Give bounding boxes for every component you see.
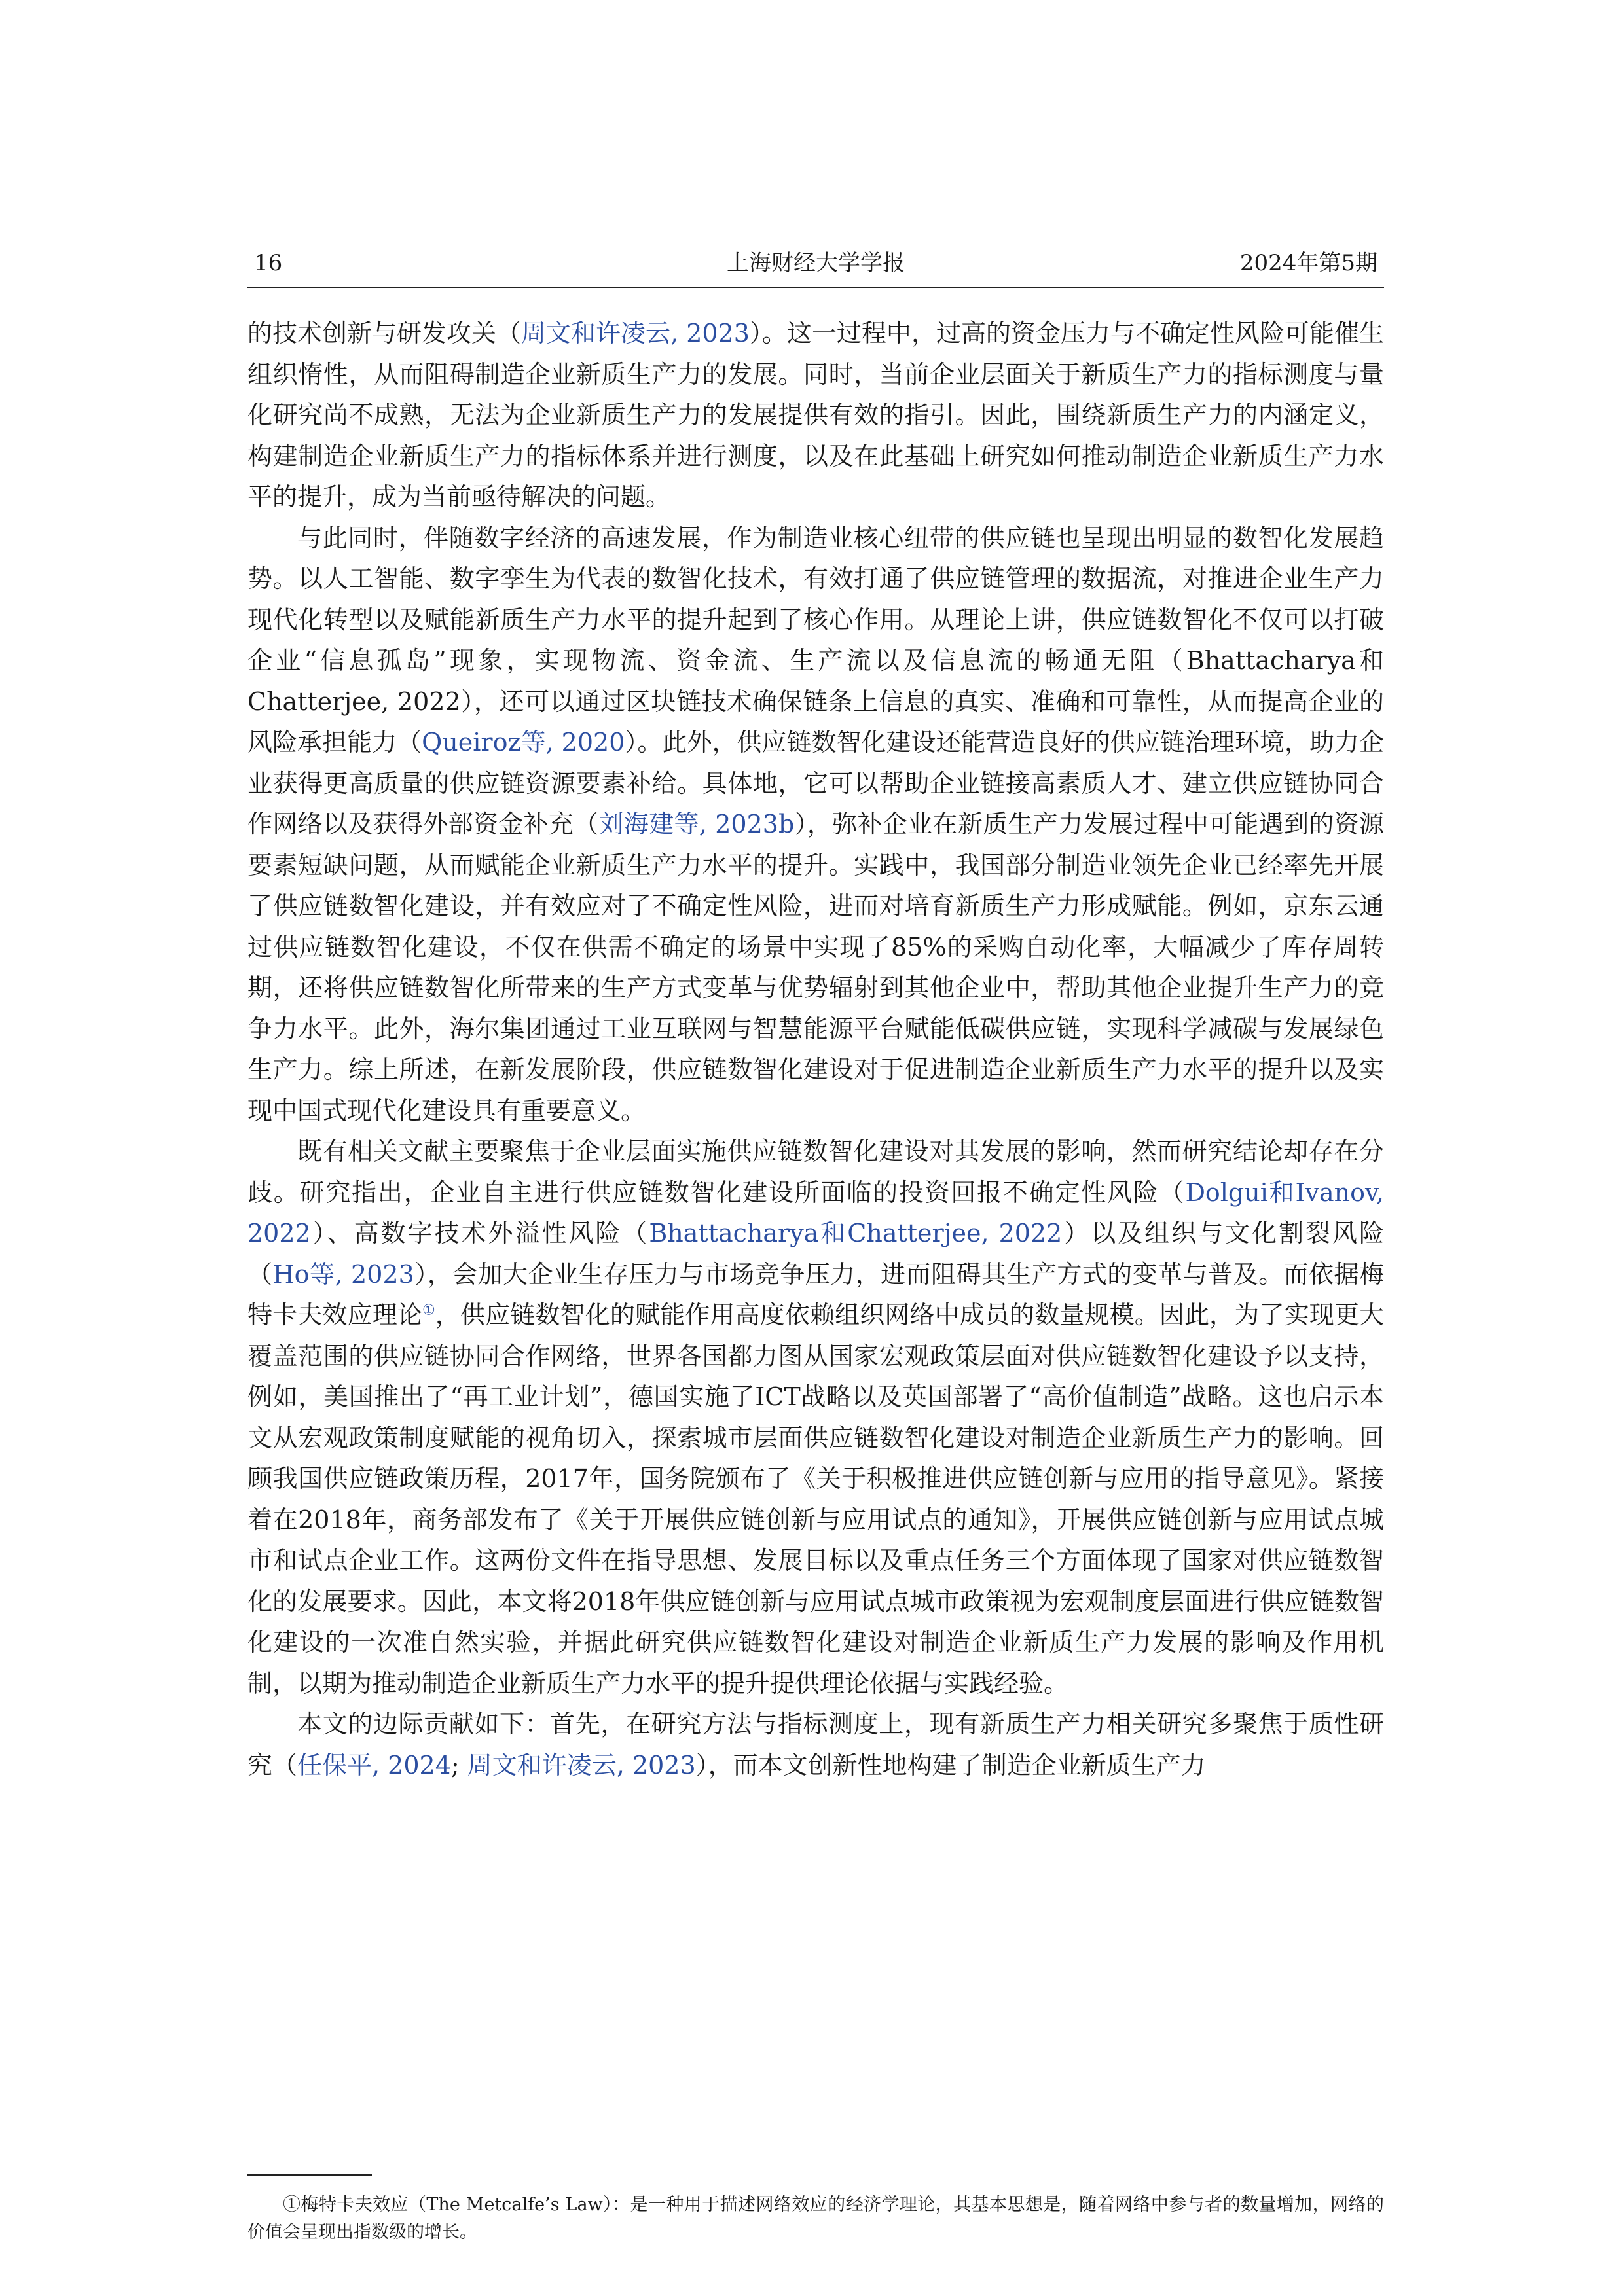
footnote bbox=[247, 2191, 1384, 2246]
text-run: ），弥补企业在新质生产力发展过程中可能遇到的资源要素短缺问题，从而赋能企业新质生产力水平的提升。实践中，我国部分制造业领先企业已经率先开展了供应链数智化建设，并有效应对了不确定性风险，进而对培育新质生产力形成赋能。例如，京东云通过供应链数智化建设，不仅在供需不确定的场景中实现了85%的采购自动化率，大幅减少了库存周转期，还将供应链数智化所带来的生产方式变革与优势辐射到其他企业中，帮助其他企业提升生产力的竞争力水平。此外，海尔集团通过工业互联网与智慧能源平台赋能低碳供应链，实现科学减碳与发展绿色生产力。综上所述，在新发展阶段，供应链数智化建设对于促进制造企业新质生产力水平的提升以及实现中国式现代化建设具有重要意义。 bbox=[247, 810, 1384, 1125]
text-run: 与此同时，伴随数字经济的高速发展，作为制造业核心纽带的供应链也呈现出明显的数智化发展趋势。以人工智能、数字孪生为代表的数智化技术，有效打通了供应链管理的数据流，对推进企业生产力现代化转型以及赋能新质生产力水平的提升起到了核心作用。从理论上讲，供应链数智化不仅可以打破企业“信息孤岛”现象，实现物流、资金流、生产流以及信息流的畅通无阻（Bhattacharya和Chatterjee, 2022），还可以通过区块链技术确保链条上信息的真实、准确和可靠性，从而提高企业的风险承担能力（ bbox=[247, 523, 1384, 757]
citation-link[interactable]: Queiroz等, 2020 bbox=[422, 728, 625, 757]
text-run: 既有相关文献主要聚焦于企业层面实施供应链数智化建设对其发展的影响，然而研究结论却存在分歧。研究指出，企业自主进行供应链数智化建设所面临的投资回报不确定性风险（ bbox=[247, 1137, 1384, 1207]
paragraph-4 bbox=[247, 1704, 1384, 1785]
text-run: ; bbox=[450, 1750, 467, 1780]
citation-link[interactable]: Ho等, 2023 bbox=[272, 1259, 414, 1289]
text-run: 本文的边际贡献如下：首先，在研究方法与指标测度上，现有新质生产力相关研究多聚焦于质性研究（ bbox=[247, 1710, 1384, 1780]
text-run: ）、高数字技术外溢性风险（ bbox=[310, 1219, 649, 1247]
footnote-rule bbox=[247, 2174, 372, 2176]
text-run: ）以及组织与文化割裂风险（ bbox=[247, 1219, 1384, 1289]
text-run: 的技术创新与研发攻关（ bbox=[247, 319, 522, 348]
paragraph-1 bbox=[247, 313, 1384, 518]
issue-label: 2024年第5期 bbox=[1239, 250, 1377, 276]
paper-page bbox=[247, 242, 1384, 2242]
running-header bbox=[247, 242, 1384, 284]
citation-link[interactable]: 周文和许凌云, 2023 bbox=[467, 1750, 696, 1780]
text-run: ）。此外，供应链数智化建设还能营造良好的供应链治理环境，助力企业获得更高质量的供应链资源要素补给。具体地，它可以帮助企业链接高素质人才、建立供应链协同合作网络以及获得外部资金补充（ bbox=[247, 728, 1384, 838]
footnote-marker[interactable]: ① bbox=[422, 1302, 435, 1319]
text-run: ，供应链数智化的赋能作用高度依赖组织网络中成员的数量规模。因此，为了实现更大覆盖范围的供应链协同合作网络，世界各国都力图从国家宏观政策层面对供应链数智化建设予以支持，例如，美国推出了“再工业计划”，德国实施了ICT战略以及英国部署了“高价值制造”战略。这也启示本文从宏观政策制度赋能的视角切入，探索城市层面供应链数智化建设对制造企业新质生产力的影响。回顾我国供应链政策历程，2017年，国务院颁布了《关于积极推进供应链创新与应用的指导意见》。紧接着在2018年，商务部发布了《关于开展供应链创新与应用试点的通知》，开展供应链创新与应用试点城市和试点企业工作。这两份文件在指导思想、发展目标以及重点任务三个方面体现了国家对供应链数智化的发展要求。因此，本文将2018年供应链创新与应用试点城市政策视为宏观制度层面进行供应链数智化建设的一次准自然实验，并据此研究供应链数智化建设对制造企业新质生产力发展的影响及作用机制，以期为推动制造企业新质生产力水平的提升提供理论依据与实践经验。 bbox=[247, 1300, 1384, 1698]
paragraph-2 bbox=[247, 518, 1384, 1132]
citation-link[interactable]: Bhattacharya和Chatterjee, 2022 bbox=[649, 1219, 1063, 1247]
citation-link[interactable]: 刘海建等, 2023b bbox=[598, 810, 795, 838]
header-rule bbox=[247, 287, 1384, 288]
paragraph-3 bbox=[247, 1131, 1384, 1704]
text-run: ），会加大企业生存压力与市场竞争压力，进而阻碍其生产方式的变革与普及。而依据梅特卡夫效应理论 bbox=[247, 1259, 1384, 1329]
page-number: 16 bbox=[254, 250, 283, 276]
citation-link[interactable]: Dolgui和Ivanov, 2022 bbox=[247, 1177, 1384, 1247]
footnote-text: ①梅特卡夫效应（The Metcalfe’s Law）：是一种用于描述网络效应的经济学理论，其基本思想是，随着网络中参与者的数量增加，网络的价值会呈现出指数级的增长。 bbox=[247, 2195, 1384, 2242]
text-run: ）。这一过程中，过高的资金压力与不确定性风险可能催生组织惰性，从而阻碍制造企业新质生产力的发展。同时，当前企业层面关于新质生产力的指标测度与量化研究尚不成熟，无法为企业新质生产力的发展提供有效的指引。因此，围绕新质生产力的内涵定义，构建制造企业新质生产力的指标体系并进行测度，以及在此基础上研究如何推动制造企业新质生产力水平的提升，成为当前亟待解决的问题。 bbox=[247, 319, 1384, 511]
citation-link[interactable]: 周文和许凌云, 2023 bbox=[521, 319, 750, 348]
body-text bbox=[247, 313, 1384, 1785]
journal-title: 上海财经大学学报 bbox=[727, 250, 905, 276]
text-run: ），而本文创新性地构建了制造企业新质生产力 bbox=[695, 1750, 1206, 1780]
citation-link[interactable]: 任保平, 2024 bbox=[297, 1750, 451, 1780]
